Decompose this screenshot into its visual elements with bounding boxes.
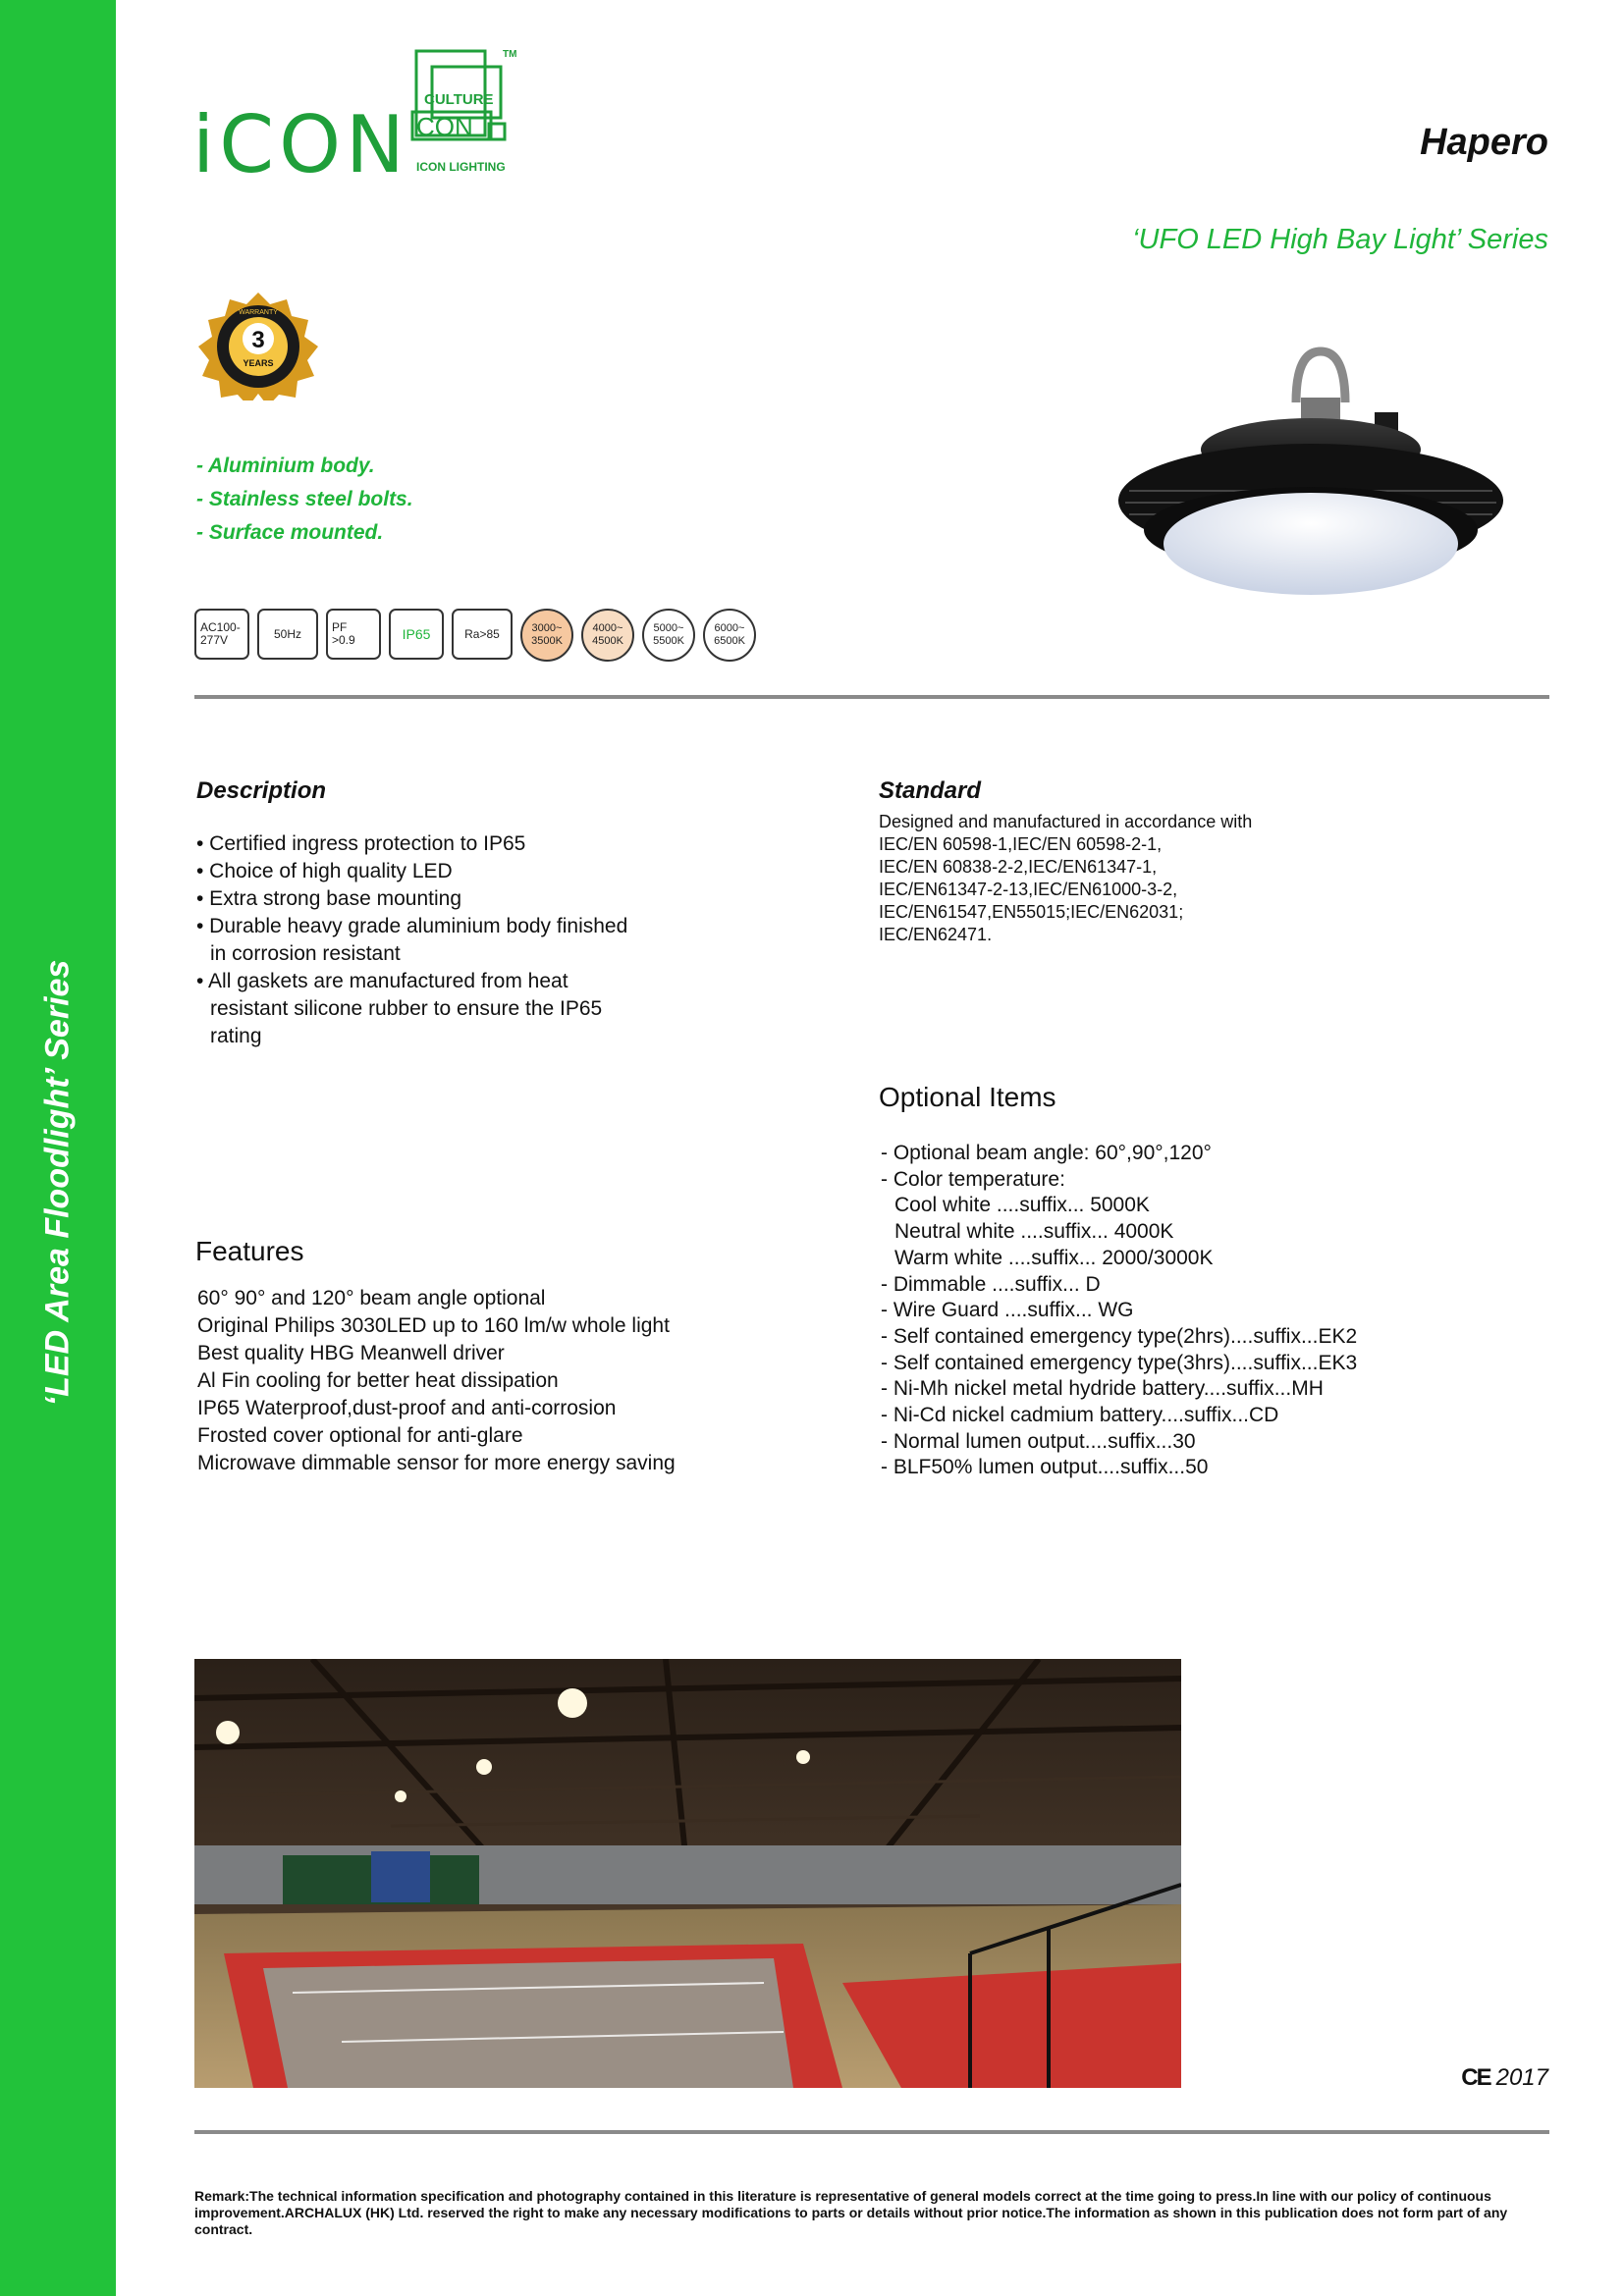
cct-6000-icon bbox=[703, 609, 756, 662]
sidebar-band bbox=[0, 0, 116, 2296]
voltage-spec-icon bbox=[194, 609, 249, 660]
optional-line: - Dimmable ....suffix... D bbox=[881, 1272, 1101, 1296]
brand-mark-con: CON bbox=[416, 112, 473, 141]
optional-line: - BLF50% lumen output....suffix...50 bbox=[881, 1456, 1209, 1479]
pf-line-2: >0.9 bbox=[332, 633, 355, 647]
feature-line: Al Fin cooling for better heat dissipation bbox=[197, 1369, 559, 1392]
voltage-line-1: AC100- bbox=[200, 620, 241, 634]
cct-3000-icon bbox=[520, 609, 573, 662]
brand-mark-subtitle: ICON LIGHTING bbox=[416, 160, 506, 174]
description-heading: Description bbox=[196, 777, 327, 804]
voltage-line-2: 277V bbox=[200, 633, 229, 647]
cct-5000-icon bbox=[642, 609, 695, 662]
legal-remark: Remark:The technical information specification and photography contained in this literature is representative of general models correct at the time going to press.In line with our policy of continuous improvement.ARCHALUX (HK) Ltd. reserved the right to make any necessary modifications to parts or details without prior notice.The information as shown in this publication does not form part of any contract. bbox=[194, 2188, 1508, 2237]
standard-line: Designed and manufactured in accordance with bbox=[879, 812, 1253, 831]
optional-line: - Color temperature: bbox=[881, 1167, 1065, 1191]
optional-line: - Self contained emergency type(2hrs)....suffix...EK2 bbox=[881, 1324, 1358, 1348]
description-line: in corrosion resistant bbox=[210, 942, 401, 965]
description-line: resistant silicone rubber to ensure the IP65 bbox=[210, 997, 603, 1020]
feature-line: 60° 90° and 120° beam angle optional bbox=[197, 1287, 546, 1309]
bullet-item: - Stainless steel bolts. bbox=[196, 488, 413, 510]
ce-year: 2017 bbox=[1495, 2064, 1548, 2091]
optional-line: - Ni-Cd nickel cadmium battery....suffix...CD bbox=[881, 1404, 1279, 1427]
ce-certification bbox=[1461, 2064, 1548, 2092]
cct-4000-icon bbox=[581, 609, 634, 662]
feature-bullets bbox=[196, 450, 413, 550]
application-photo-gym-interior bbox=[194, 1659, 1181, 2088]
ce-mark-icon: CE bbox=[1461, 2064, 1490, 2091]
optional-line: - Optional beam angle: 60°,90°,120° bbox=[881, 1142, 1212, 1164]
description-line: • Durable heavy grade aluminium body finished bbox=[196, 915, 628, 937]
description-line: rating bbox=[210, 1025, 262, 1047]
cct-range-end: 4500K bbox=[592, 635, 623, 647]
cct-range-end: 6500K bbox=[714, 635, 745, 647]
standard-line: IEC/EN62471. bbox=[879, 925, 993, 944]
feature-line: Best quality HBG Meanwell driver bbox=[197, 1342, 505, 1364]
standard-line: IEC/EN61547,EN55015;IEC/EN62031; bbox=[879, 902, 1184, 922]
features-heading: Features bbox=[195, 1236, 304, 1266]
description-line: • Extra strong base mounting bbox=[196, 887, 461, 910]
standard-line: IEC/EN61347-2-13,IEC/EN61000-3-2, bbox=[879, 880, 1178, 899]
series-subtitle: ‘UFO LED High Bay Light’ Series bbox=[1132, 224, 1548, 255]
description-line: • Choice of high quality LED bbox=[196, 860, 453, 882]
optional-items-list bbox=[881, 1141, 1357, 1481]
cct-range-start: 5000~ bbox=[653, 622, 684, 634]
brand-mark-culture: CULTURE bbox=[424, 91, 494, 108]
frequency-label: 50Hz bbox=[273, 626, 301, 641]
warranty-ring-text: WARRANTY bbox=[239, 309, 278, 316]
brand-mark-tm: TM bbox=[503, 49, 517, 60]
cri-spec-icon bbox=[452, 609, 513, 660]
optional-line: - Self contained emergency type(3hrs)....suffix...EK3 bbox=[881, 1351, 1358, 1374]
standard-line: IEC/EN 60598-1,IEC/EN 60598-2-1, bbox=[879, 834, 1163, 854]
ip-rating-label: IP65 bbox=[402, 625, 431, 642]
description-list bbox=[196, 830, 627, 1050]
divider-top bbox=[194, 695, 1549, 699]
cri-label: Ra>85 bbox=[464, 626, 500, 641]
warranty-years-number: 3 bbox=[251, 327, 265, 353]
optional-items-heading: Optional Items bbox=[879, 1082, 1056, 1112]
features-list bbox=[197, 1285, 676, 1477]
product-ufo-light-image bbox=[1100, 344, 1512, 614]
bullet-item: - Aluminium body. bbox=[196, 454, 375, 477]
brand-logo-mark bbox=[410, 43, 528, 181]
cct-range-start: 3000~ bbox=[531, 622, 563, 634]
ip-rating-spec-icon bbox=[389, 609, 444, 660]
cct-range-end: 3500K bbox=[531, 635, 563, 647]
power-factor-spec-icon bbox=[326, 609, 381, 660]
warranty-years-label: YEARS bbox=[243, 358, 274, 368]
page-title: Hapero bbox=[1420, 122, 1548, 163]
spec-icon-row bbox=[194, 609, 756, 662]
feature-line: Frosted cover optional for anti-glare bbox=[197, 1424, 523, 1447]
description-line: • Certified ingress protection to IP65 bbox=[196, 832, 526, 855]
sidebar-series-label: ‘LED Area Floodlight’ Series bbox=[38, 959, 77, 1407]
cct-range-end: 5500K bbox=[653, 635, 684, 647]
feature-line: Original Philips 3030LED up to 160 lm/w whole light bbox=[197, 1314, 670, 1337]
warranty-badge-icon bbox=[194, 291, 322, 400]
cct-range-start: 6000~ bbox=[714, 622, 745, 634]
cct-range-start: 4000~ bbox=[592, 622, 623, 634]
description-line: • All gaskets are manufactured from heat bbox=[196, 970, 568, 992]
standard-text bbox=[879, 811, 1252, 946]
bullet-item: - Surface mounted. bbox=[196, 521, 384, 544]
optional-line: - Wire Guard ....suffix... WG bbox=[881, 1299, 1134, 1322]
optional-line: Warm white ....suffix... 2000/3000K bbox=[894, 1246, 1214, 1269]
brand-logo-text: iCON bbox=[192, 99, 409, 190]
feature-line: IP65 Waterproof,dust-proof and anti-corrosion bbox=[197, 1397, 617, 1419]
pf-line-1: PF bbox=[332, 620, 348, 634]
optional-line: - Ni-Mh nickel metal hydride battery....suffix...MH bbox=[881, 1377, 1324, 1401]
standard-line: IEC/EN 60838-2-2,IEC/EN61347-1, bbox=[879, 857, 1158, 877]
optional-line: Cool white ....suffix... 5000K bbox=[894, 1194, 1150, 1217]
optional-line: Neutral white ....suffix... 4000K bbox=[894, 1220, 1174, 1244]
divider-bottom bbox=[194, 2130, 1549, 2134]
frequency-spec-icon bbox=[257, 609, 318, 660]
optional-line: - Normal lumen output....suffix...30 bbox=[881, 1429, 1196, 1453]
feature-line: Microwave dimmable sensor for more energy saving bbox=[197, 1452, 676, 1474]
standard-heading: Standard bbox=[879, 777, 982, 804]
